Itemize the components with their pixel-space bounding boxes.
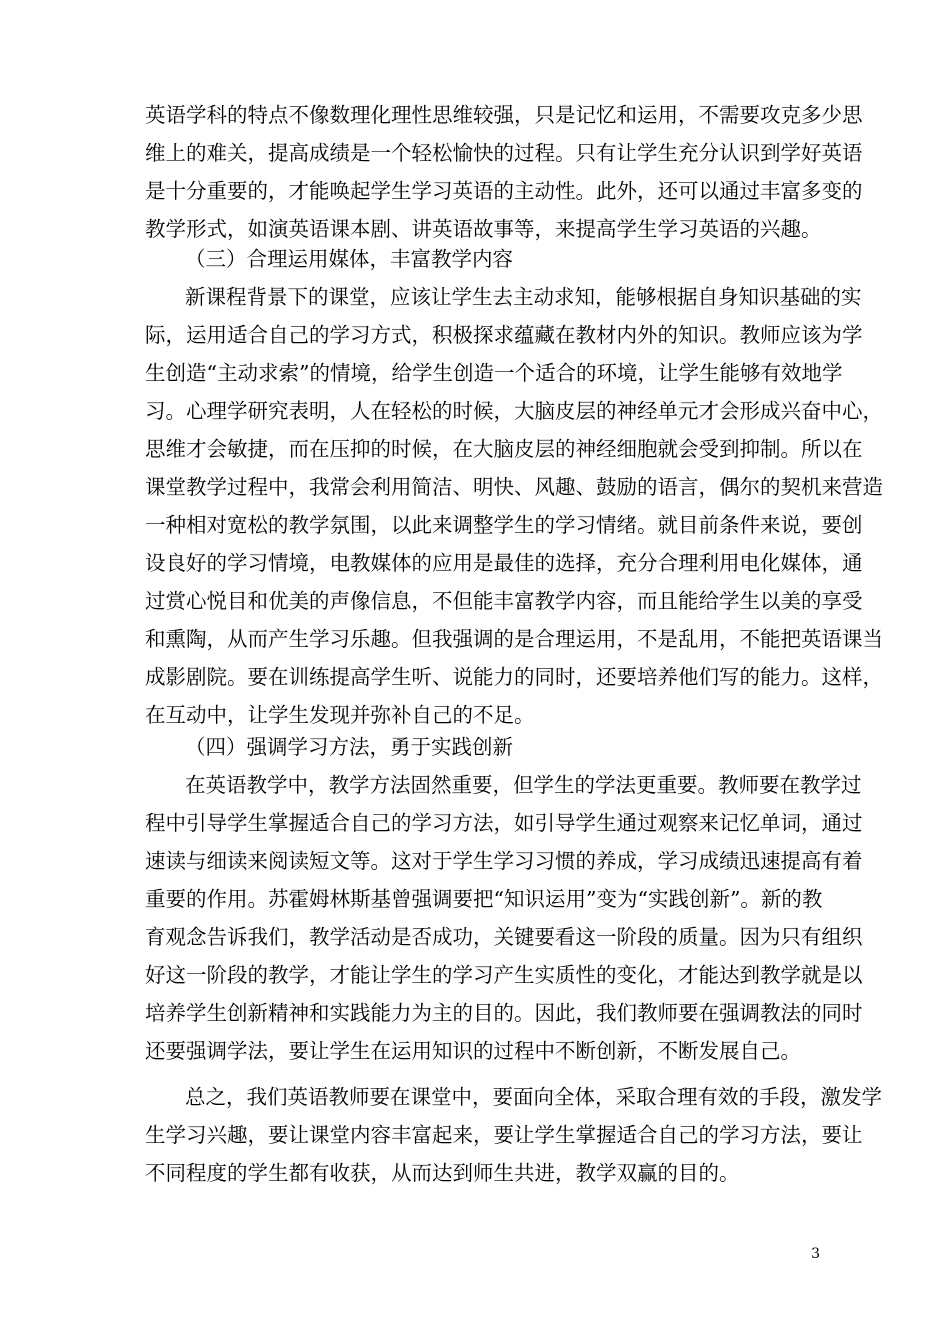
- paragraph-line: 在英语教学中，教学方法固然重要，但学生的学法更重要。教师要在教学过: [185, 773, 862, 797]
- page-number: 3: [811, 1246, 820, 1262]
- paragraph-line: 成影剧院。要在训练提高学生听、说能力的同时，还要培养他们写的能力。这样，: [145, 665, 883, 689]
- paragraph-line: 速读与细读来阅读短文等。这对于学生学习习惯的养成，学习成绩迅速提高有着: [145, 849, 863, 873]
- paragraph-line: 英语学科的特点不像数理化理性思维较强，只是记忆和运用，不需要攻克多少思: [145, 103, 863, 127]
- paragraph-line: 际，运用适合自己的学习方式，积极探求蕴藏在教材内外的知识。教师应该为学: [145, 323, 863, 347]
- paragraph-line: 思维才会敏捷，而在压抑的时候，在大脑皮层的神经细胞就会受到抑制。所以在: [145, 437, 863, 461]
- paragraph-line: 重要的作用。苏霍姆林斯基曾强调要把“知识运用”变为“实践创新”。新的教: [145, 887, 823, 911]
- section-heading-3: （三）合理运用媒体，丰富教学内容: [185, 247, 513, 271]
- paragraph-line: 过赏心悦目和优美的声像信息，不但能丰富教学内容，而且能给学生以美的享受: [145, 589, 863, 613]
- paragraph-line: 设良好的学习情境，电教媒体的应用是最佳的选择，充分合理利用电化媒体，通: [145, 551, 863, 575]
- paragraph-line: 是十分重要的，才能唤起学生学习英语的主动性。此外，还可以通过丰富多变的: [145, 179, 863, 203]
- paragraph-line: 教学形式，如演英语课本剧、讲英语故事等，来提高学生学习英语的兴趣。: [145, 217, 822, 241]
- paragraph-line: 一种相对宽松的教学氛围，以此来调整学生的学习情绪。就目前条件来说，要创: [145, 513, 863, 537]
- paragraph-line: 好这一阶段的教学，才能让学生的学习产生实质性的变化，才能达到教学就是以: [145, 963, 863, 987]
- paragraph-line: 程中引导学生掌握适合自己的学习方法，如引导学生通过观察来记忆单词，通过: [145, 811, 863, 835]
- paragraph-line: 在互动中，让学生发现并弥补自己的不足。: [145, 703, 535, 727]
- paragraph-line: 习。心理学研究表明，人在轻松的时候，大脑皮层的神经单元才会形成兴奋中心，: [145, 399, 883, 423]
- paragraph-line: 维上的难关，提高成绩是一个轻松愉快的过程。只有让学生充分认识到学好英语: [145, 141, 863, 165]
- paragraph-line: 和熏陶，从而产生学习乐趣。但我强调的是合理运用，不是乱用，不能把英语课当: [145, 627, 883, 651]
- paragraph-line: 总之，我们英语教师要在课堂中，要面向全体，采取合理有效的手段，激发学: [185, 1085, 882, 1109]
- section-heading-4: （四）强调学习方法，勇于实践创新: [185, 735, 513, 759]
- paragraph-line: 生学习兴趣，要让课堂内容丰富起来，要让学生掌握适合自己的学习方法，要让: [145, 1123, 863, 1147]
- paragraph-line: 育观念告诉我们，教学活动是否成功，关键要看这一阶段的质量。因为只有组织: [145, 925, 863, 949]
- paragraph-line: 生创造“主动求索”的情境，给学生创造一个适合的环境，让学生能够有效地学: [145, 361, 843, 385]
- paragraph-line: 新课程背景下的课堂，应该让学生去主动求知，能够根据自身知识基础的实: [185, 285, 862, 309]
- paragraph-line: 培养学生创新精神和实践能力为主的目的。因此，我们教师要在强调教法的同时: [145, 1001, 863, 1025]
- paragraph-line: 不同程度的学生都有收获，从而达到师生共进，教学双赢的目的。: [145, 1161, 740, 1185]
- paragraph-line: 课堂教学过程中，我常会利用简洁、明快、风趣、鼓励的语言，偶尔的契机来营造: [145, 475, 883, 499]
- paragraph-line: 还要强调学法，要让学生在运用知识的过程中不断创新，不断发展自己。: [145, 1039, 801, 1063]
